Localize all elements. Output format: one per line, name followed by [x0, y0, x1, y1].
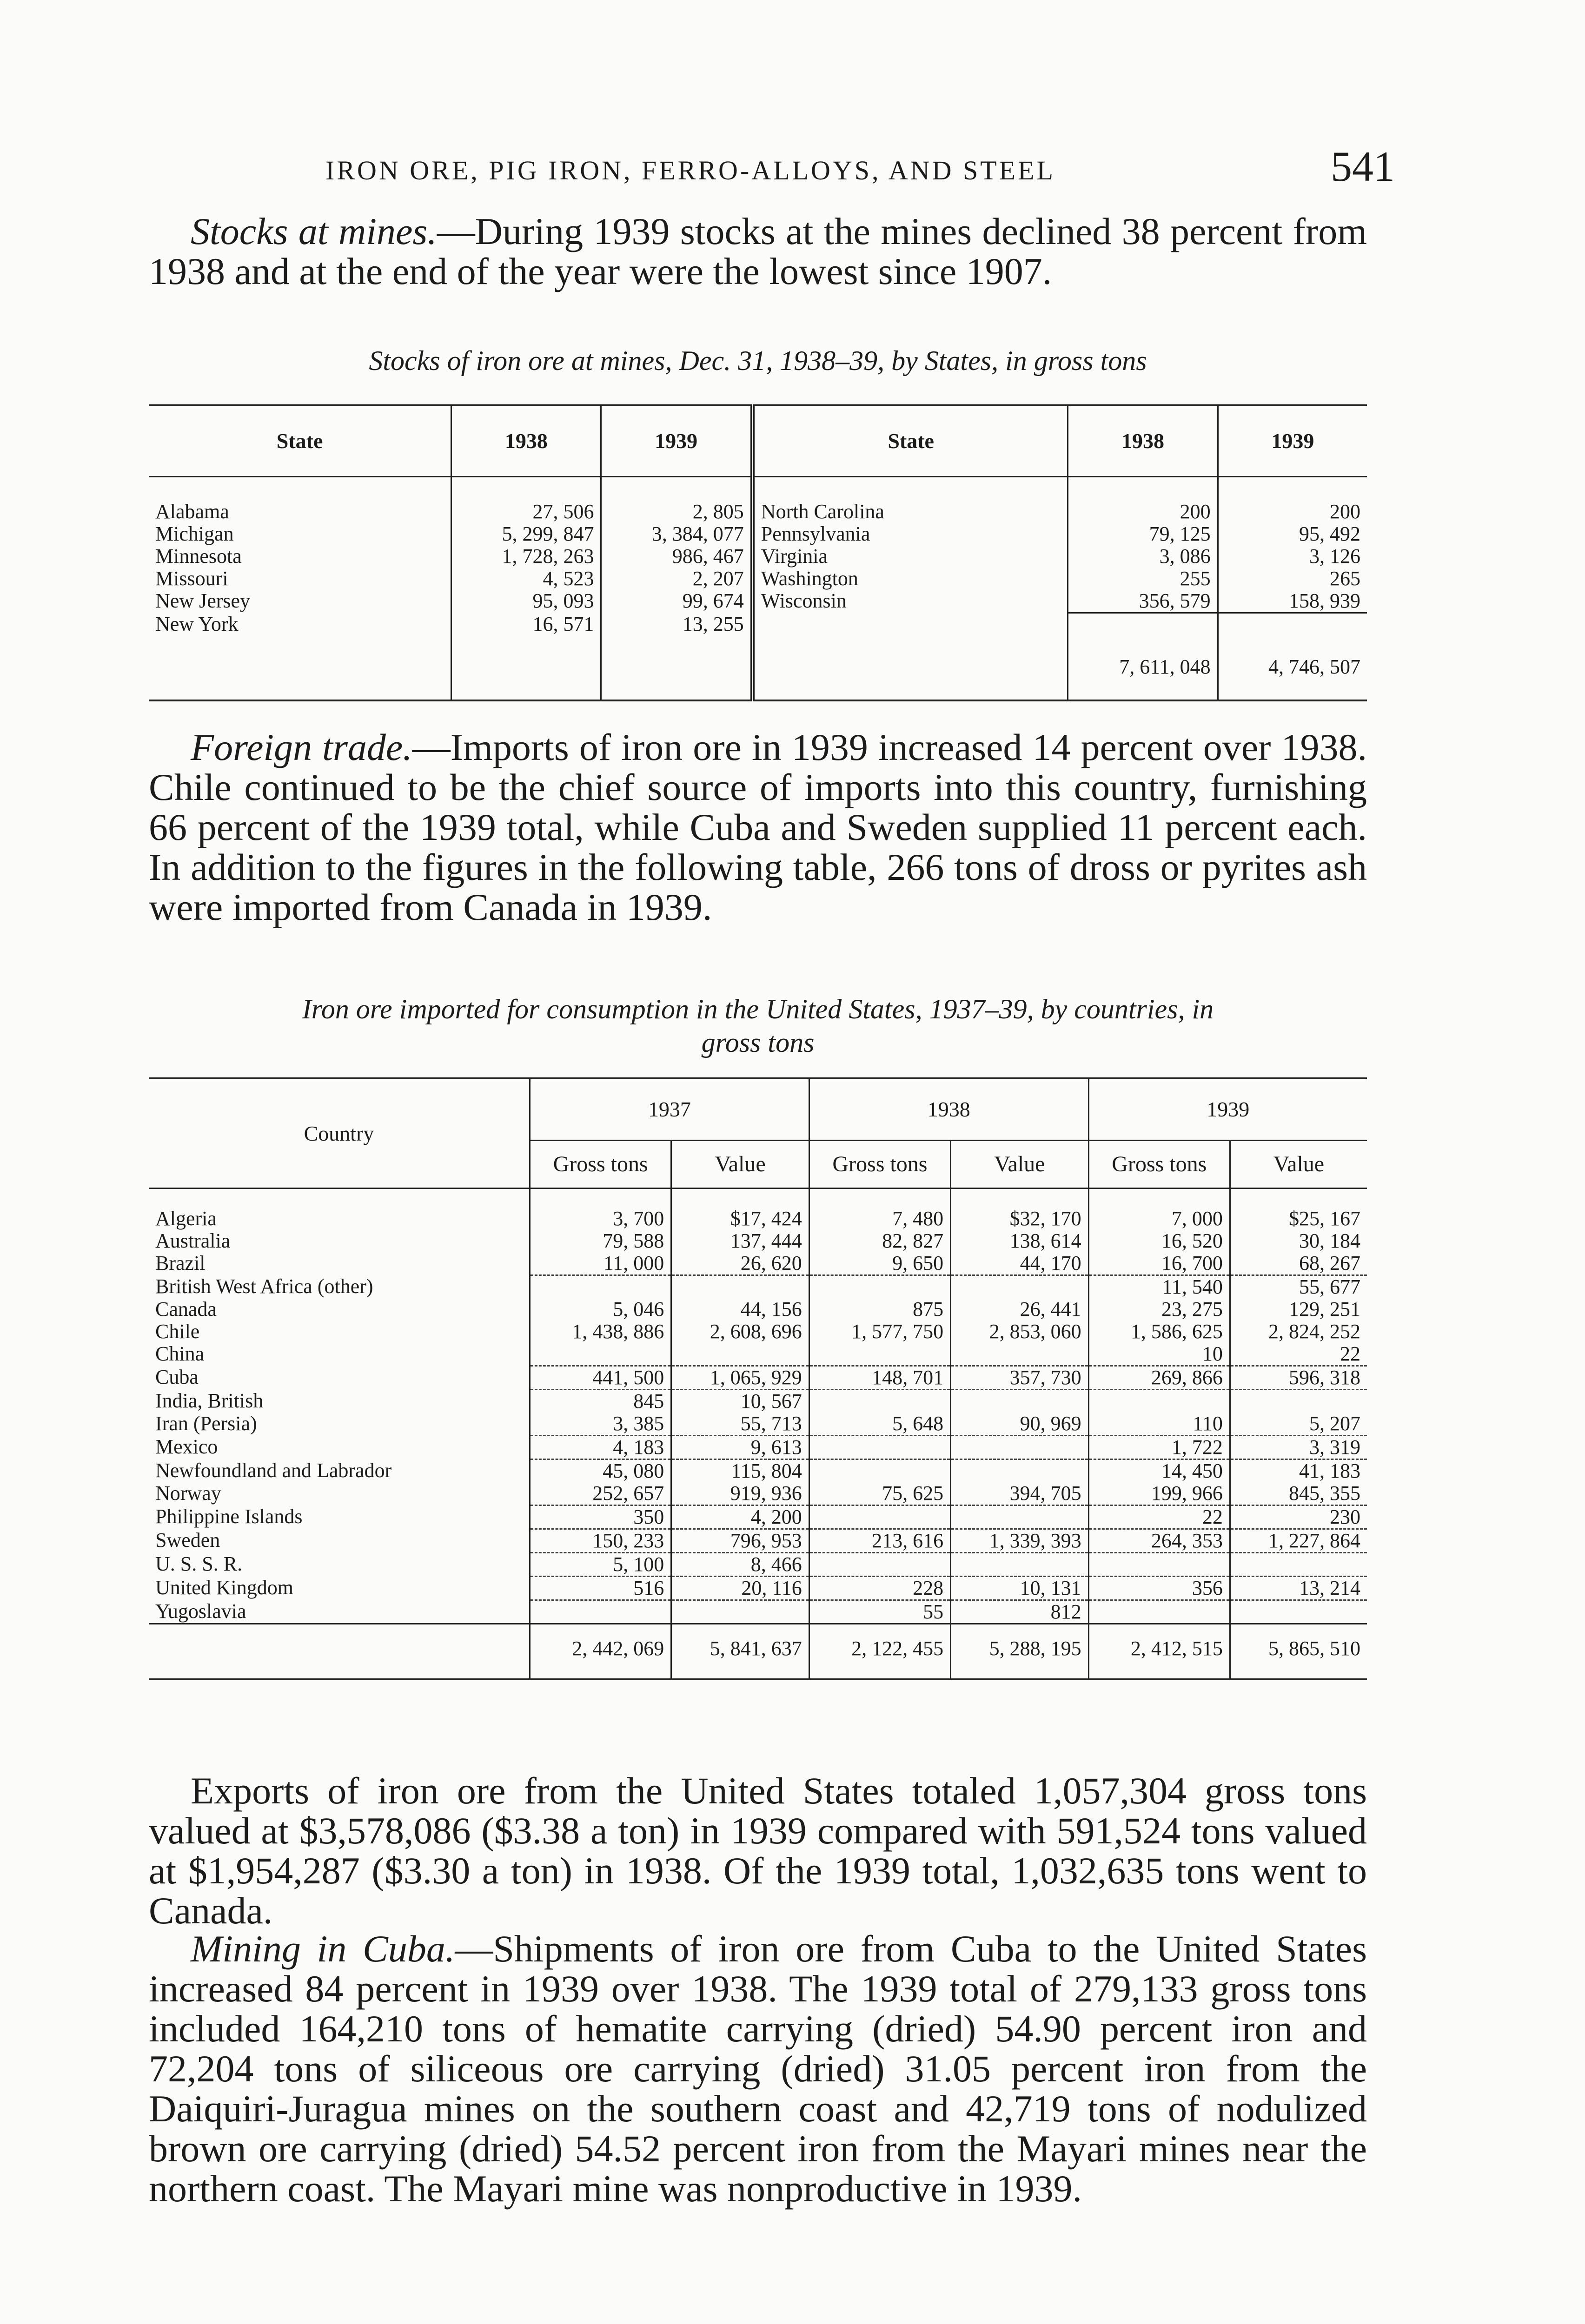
- stock-1938: 255: [1068, 568, 1218, 590]
- stocks-row: [149, 568, 1367, 590]
- country-name: Norway: [149, 1482, 530, 1505]
- import-g38: 82, 827: [809, 1230, 950, 1252]
- import-g37: 441, 500: [530, 1366, 671, 1390]
- stock-1938: 356, 579: [1068, 590, 1218, 613]
- imports-col-1937: 1937: [530, 1078, 809, 1141]
- import-v39: [1230, 1390, 1367, 1413]
- import-v37: 2, 608, 696: [671, 1320, 809, 1343]
- stock-1938: 3, 086: [1068, 545, 1218, 568]
- import-g37: [530, 1275, 671, 1299]
- import-g37: 3, 700: [530, 1188, 671, 1230]
- exports-text: Exports of iron ore from the United States totaled 1,057,304 gross tons valued at $3,578,086 ($3.38 a ton) in 1939 compared with 591,524 tons valued at $1,954,287 ($3.30 a ton) in 1938. Of the 1939 total, 1,032,635 tons went to Canada.: [149, 1769, 1367, 1932]
- country-name: British West Africa (other): [149, 1275, 530, 1299]
- import-v37: $17, 424: [671, 1188, 809, 1230]
- import-v39: 5, 207: [1309, 1412, 1360, 1435]
- import-v38: [951, 1436, 1089, 1459]
- stocks-col-1938-right: 1938: [1068, 405, 1218, 477]
- import-v38: $32, 170: [951, 1188, 1089, 1230]
- stocks-col-1939-left: 1939: [601, 405, 752, 477]
- import-g38: [809, 1459, 950, 1483]
- import-v37: 55, 713: [671, 1413, 809, 1436]
- import-v37: [671, 1275, 809, 1299]
- imports-row: [149, 1413, 1367, 1436]
- import-v38: [951, 1275, 1089, 1299]
- subcol-gross-1937: Gross tons: [530, 1141, 671, 1188]
- import-v39: 2, 824, 252: [1268, 1320, 1360, 1343]
- stock-1938: 16, 571: [451, 613, 601, 645]
- country-name: Newfoundland and Labrador: [149, 1459, 530, 1483]
- import-g37: [530, 1600, 671, 1624]
- stocks-col-1939-right: 1939: [1218, 405, 1367, 477]
- import-g38: 75, 625: [809, 1482, 950, 1505]
- import-g38: 1, 577, 750: [809, 1320, 950, 1343]
- stock-1939: 3, 384, 077: [601, 523, 752, 545]
- paragraph-foreign-trade: [149, 727, 1367, 927]
- import-g38: 55: [809, 1600, 950, 1624]
- cuba-text: —Shipments of iron ore from Cuba to the United States increased 84 percent in 1939 over 1938. The 1939 total of 279,133 gross tons included 164,210 tons of hematite carrying (dried) 54.90 percent iron and 72,204 tons of siliceous ore carrying (dried) 31.05 percent iron from the Daiquiri-Juragua mines on the southern coast and 42,719 tons of nodulized brown ore carrying (dried) 54.52 percent iron from the Mayari mines near the northern coast. The Mayari mine was nonproductive in 1939.: [149, 1928, 1367, 2210]
- imports-row: [149, 1553, 1367, 1577]
- stock-1939: 13, 255: [601, 613, 752, 645]
- imports-row: [149, 1298, 1367, 1320]
- import-v37: 4, 200: [671, 1505, 809, 1529]
- import-g37: 1, 438, 886: [530, 1320, 671, 1343]
- imports-row: [149, 1529, 1367, 1553]
- import-g37: 5, 100: [530, 1553, 671, 1577]
- import-v38: [951, 1505, 1089, 1529]
- import-v38: 394, 705: [951, 1482, 1089, 1505]
- import-g37: [530, 1343, 671, 1366]
- country-name: Australia: [149, 1230, 530, 1252]
- import-v38: [951, 1390, 1089, 1413]
- import-v37: 137, 444: [671, 1230, 809, 1252]
- import-total-v39: 5, 865, 510: [1230, 1624, 1367, 1680]
- import-g38: [809, 1390, 950, 1413]
- import-g39: 7, 000: [1088, 1188, 1230, 1230]
- import-v37: 115, 804: [671, 1459, 809, 1483]
- import-g37: 11, 000: [530, 1252, 671, 1275]
- import-v37: 796, 953: [671, 1529, 809, 1553]
- country-name: United Kingdom: [149, 1577, 530, 1600]
- imports-row: [149, 1577, 1367, 1600]
- import-g39: 16, 520: [1088, 1230, 1230, 1252]
- import-g39: 110: [1088, 1413, 1230, 1436]
- import-g39: [1088, 1600, 1230, 1624]
- import-g38: 5, 648: [809, 1413, 950, 1436]
- import-v37: 26, 620: [671, 1252, 809, 1275]
- imports-col-1939: 1939: [1088, 1078, 1367, 1141]
- country-name: Philippine Islands: [149, 1505, 530, 1529]
- import-g39: 10: [1088, 1343, 1230, 1366]
- country-name: China: [149, 1343, 530, 1366]
- import-g39: [1088, 1553, 1230, 1577]
- imports-row: [149, 1482, 1367, 1505]
- stock-1939: 158, 939: [1289, 589, 1360, 612]
- import-g37: 5, 046: [530, 1298, 671, 1320]
- import-v38: 44, 170: [951, 1252, 1089, 1275]
- import-g38: 148, 701: [809, 1366, 950, 1390]
- import-g39: 199, 966: [1088, 1482, 1230, 1505]
- import-g38: 7, 480: [809, 1188, 950, 1230]
- stock-1939: 265: [1330, 567, 1360, 590]
- header-title: IRON ORE, PIG IRON, FERRO-ALLOYS, AND STEEL: [325, 155, 1055, 185]
- imports-col-country: Country: [149, 1078, 530, 1188]
- country-name: U. S. S. R.: [149, 1553, 530, 1577]
- country-name: Algeria: [149, 1188, 530, 1230]
- stocks-col-state-left: State: [149, 405, 451, 477]
- import-g39: [1088, 1390, 1230, 1413]
- state-name: North Carolina: [752, 477, 1068, 523]
- import-g38: 875: [809, 1298, 950, 1320]
- import-v37: [671, 1343, 809, 1366]
- stock-1938: 1, 728, 263: [451, 545, 601, 568]
- imports-row: [149, 1459, 1367, 1483]
- import-v39: 68, 267: [1299, 1252, 1360, 1274]
- country-name: Sweden: [149, 1529, 530, 1553]
- import-v39: 30, 184: [1299, 1229, 1360, 1252]
- import-total-v37: 5, 841, 637: [671, 1624, 809, 1680]
- import-v39: 22: [1340, 1342, 1360, 1365]
- import-g38: [809, 1343, 950, 1366]
- stock-1938: 79, 125: [1068, 523, 1218, 545]
- import-g39: 16, 700: [1088, 1252, 1230, 1275]
- country-name: Mexico: [149, 1436, 530, 1459]
- import-v38: [951, 1343, 1089, 1366]
- foreign-lead: Foreign trade.: [191, 726, 412, 768]
- cuba-lead: Mining in Cuba.: [191, 1928, 455, 1970]
- country-name: Brazil: [149, 1252, 530, 1275]
- subcol-value-1939: Value: [1230, 1141, 1367, 1188]
- imports-total-row: [149, 1624, 1367, 1680]
- imports-row: [149, 1600, 1367, 1624]
- import-v38: 357, 730: [951, 1366, 1089, 1390]
- import-v38: 2, 853, 060: [951, 1320, 1089, 1343]
- stock-1939: 2, 207: [601, 568, 752, 590]
- import-total-v38: 5, 288, 195: [951, 1624, 1089, 1680]
- import-v37: 10, 567: [671, 1390, 809, 1413]
- imports-table-caption: [149, 992, 1367, 1059]
- import-g37: 350: [530, 1505, 671, 1529]
- import-v39: 3, 319: [1230, 1436, 1367, 1459]
- import-g39: 269, 866: [1088, 1366, 1230, 1390]
- stock-1938: 95, 093: [451, 590, 601, 613]
- import-v39: [1230, 1553, 1367, 1577]
- stocks-row: [149, 613, 1367, 645]
- subcol-gross-1938: Gross tons: [809, 1141, 950, 1188]
- import-v38: 26, 441: [951, 1298, 1089, 1320]
- import-v39: [1230, 1600, 1367, 1624]
- import-v37: 919, 936: [671, 1482, 809, 1505]
- import-v39: 55, 677: [1230, 1275, 1367, 1299]
- import-v39: 230: [1230, 1505, 1367, 1529]
- import-g37: 845: [530, 1390, 671, 1413]
- stock-total-1939: 4, 746, 507: [1268, 655, 1360, 678]
- subcol-value-1937: Value: [671, 1141, 809, 1188]
- imports-caption-line2: gross tons: [701, 1027, 815, 1058]
- country-name: Yugoslavia: [149, 1600, 530, 1624]
- state-name: Alabama: [149, 477, 451, 523]
- stocks-text: —During 1939 stocks at the mines declined 38 percent from 1938 and at the end of the year were the lowest since 1907.: [149, 210, 1367, 292]
- import-g39: 1, 722: [1088, 1436, 1230, 1459]
- import-v37: 44, 156: [671, 1298, 809, 1320]
- import-g39: 23, 275: [1088, 1298, 1230, 1320]
- import-v37: 1, 065, 929: [671, 1366, 809, 1390]
- stocks-row: [149, 477, 1367, 523]
- country-name: Chile: [149, 1320, 530, 1343]
- import-g38: 228: [809, 1577, 950, 1600]
- imports-row: [149, 1188, 1367, 1230]
- stocks-col-1938-left: 1938: [451, 405, 601, 477]
- stock-1939: 2, 805: [601, 477, 752, 523]
- state-name: New Jersey: [149, 590, 451, 613]
- imports-row: [149, 1320, 1367, 1343]
- state-name: Missouri: [149, 568, 451, 590]
- import-v39: $25, 167: [1289, 1207, 1360, 1230]
- import-v39: 596, 318: [1230, 1366, 1367, 1390]
- stock-1939: 99, 674: [601, 590, 752, 613]
- stocks-table-caption: Stocks of iron ore at mines, Dec. 31, 1938–39, by States, in gross tons: [369, 345, 1147, 376]
- import-v39: 845, 355: [1289, 1482, 1360, 1505]
- stocks-row: [149, 590, 1367, 613]
- state-name: Washington: [752, 568, 1068, 590]
- imports-row: [149, 1366, 1367, 1390]
- import-v38: 10, 131: [951, 1577, 1089, 1600]
- stocks-row: [149, 545, 1367, 568]
- import-v39: 129, 251: [1289, 1298, 1360, 1320]
- import-g39: 22: [1088, 1505, 1230, 1529]
- import-v37: 9, 613: [671, 1436, 809, 1459]
- import-v38: [951, 1459, 1089, 1483]
- subcol-value-1938: Value: [951, 1141, 1089, 1188]
- import-v39: 13, 214: [1230, 1577, 1367, 1600]
- country-name: Iran (Persia): [149, 1413, 530, 1436]
- state-name: Virginia: [752, 545, 1068, 568]
- stock-total-1938: 7, 611, 048: [1068, 645, 1218, 700]
- state-name: Minnesota: [149, 545, 451, 568]
- paragraph-exports: [149, 1771, 1367, 1931]
- stock-1939: 200: [1330, 500, 1360, 523]
- imports-caption-line1: Iron ore imported for consumption in the United States, 1937–39, by countries, in: [302, 994, 1214, 1024]
- page-number: 541: [1331, 143, 1395, 190]
- import-g37: 45, 080: [530, 1459, 671, 1483]
- stock-1938: 27, 506: [451, 477, 601, 523]
- country-name: Canada: [149, 1298, 530, 1320]
- running-header: [325, 142, 1395, 193]
- imports-row: [149, 1230, 1367, 1252]
- import-g38: [809, 1505, 950, 1529]
- import-g37: 252, 657: [530, 1482, 671, 1505]
- import-g37: 516: [530, 1577, 671, 1600]
- imports-row: [149, 1252, 1367, 1275]
- import-g37: 150, 233: [530, 1529, 671, 1553]
- imports-row: [149, 1390, 1367, 1413]
- state-name: Michigan: [149, 523, 451, 545]
- imports-row: [149, 1436, 1367, 1459]
- import-v37: 8, 466: [671, 1553, 809, 1577]
- stocks-lead: Stocks at mines.: [191, 210, 437, 252]
- stock-1938: 200: [1068, 477, 1218, 523]
- import-g38: 213, 616: [809, 1529, 950, 1553]
- import-g39: 1, 586, 625: [1088, 1320, 1230, 1343]
- stock-1938: 4, 523: [451, 568, 601, 590]
- paragraph-stocks: [149, 211, 1367, 291]
- import-v39: 1, 227, 864: [1230, 1529, 1367, 1553]
- import-v38: 1, 339, 393: [951, 1529, 1089, 1553]
- import-v38: 138, 614: [951, 1230, 1089, 1252]
- stocks-table: [149, 404, 1367, 701]
- imports-row: [149, 1275, 1367, 1299]
- imports-table: [149, 1077, 1367, 1680]
- paragraph-mining-cuba: [149, 1929, 1367, 2209]
- import-v38: 812: [951, 1600, 1089, 1624]
- country-name: Cuba: [149, 1366, 530, 1390]
- country-name: India, British: [149, 1390, 530, 1413]
- imports-col-1938: 1938: [809, 1078, 1088, 1141]
- import-g39: 264, 353: [1088, 1529, 1230, 1553]
- stocks-col-state-right: State: [752, 405, 1068, 477]
- state-name: Pennsylvania: [752, 523, 1068, 545]
- import-v39: 41, 183: [1230, 1459, 1367, 1483]
- import-g39: 14, 450: [1088, 1459, 1230, 1483]
- import-g37: 4, 183: [530, 1436, 671, 1459]
- stocks-row: [149, 523, 1367, 545]
- import-g38: [809, 1553, 950, 1577]
- imports-row: [149, 1343, 1367, 1366]
- import-total-g38: 2, 122, 455: [809, 1624, 950, 1680]
- import-v37: [671, 1600, 809, 1624]
- import-total-g39: 2, 412, 515: [1088, 1624, 1230, 1680]
- state-name: Wisconsin: [752, 590, 1068, 613]
- stock-1939: 986, 467: [601, 545, 752, 568]
- import-g38: [809, 1275, 950, 1299]
- stocks-total-row: [149, 645, 1367, 700]
- import-g38: 9, 650: [809, 1252, 950, 1275]
- foreign-text: —Imports of iron ore in 1939 increased 14 percent over 1938. Chile continued to be the chief source of imports into this country, furnishing 66 percent of the 1939 total, while Cuba and Sweden supplied 11 percent each. In addition to the figures in the following table, 266 tons of dross or pyrites ash were imported from Canada in 1939.: [149, 726, 1367, 928]
- import-g39: 356: [1088, 1577, 1230, 1600]
- import-v38: [951, 1553, 1089, 1577]
- import-g37: 79, 588: [530, 1230, 671, 1252]
- import-total-g37: 2, 442, 069: [530, 1624, 671, 1680]
- import-v37: 20, 116: [671, 1577, 809, 1600]
- import-g38: [809, 1436, 950, 1459]
- import-g39: 11, 540: [1088, 1275, 1230, 1299]
- stock-1939: 95, 492: [1299, 522, 1360, 545]
- import-g37: 3, 385: [530, 1413, 671, 1436]
- state-name: New York: [149, 613, 451, 645]
- imports-row: [149, 1505, 1367, 1529]
- subcol-gross-1939: Gross tons: [1088, 1141, 1230, 1188]
- stock-1939: 3, 126: [1309, 545, 1360, 568]
- import-v38: 90, 969: [951, 1413, 1089, 1436]
- stock-1938: 5, 299, 847: [451, 523, 601, 545]
